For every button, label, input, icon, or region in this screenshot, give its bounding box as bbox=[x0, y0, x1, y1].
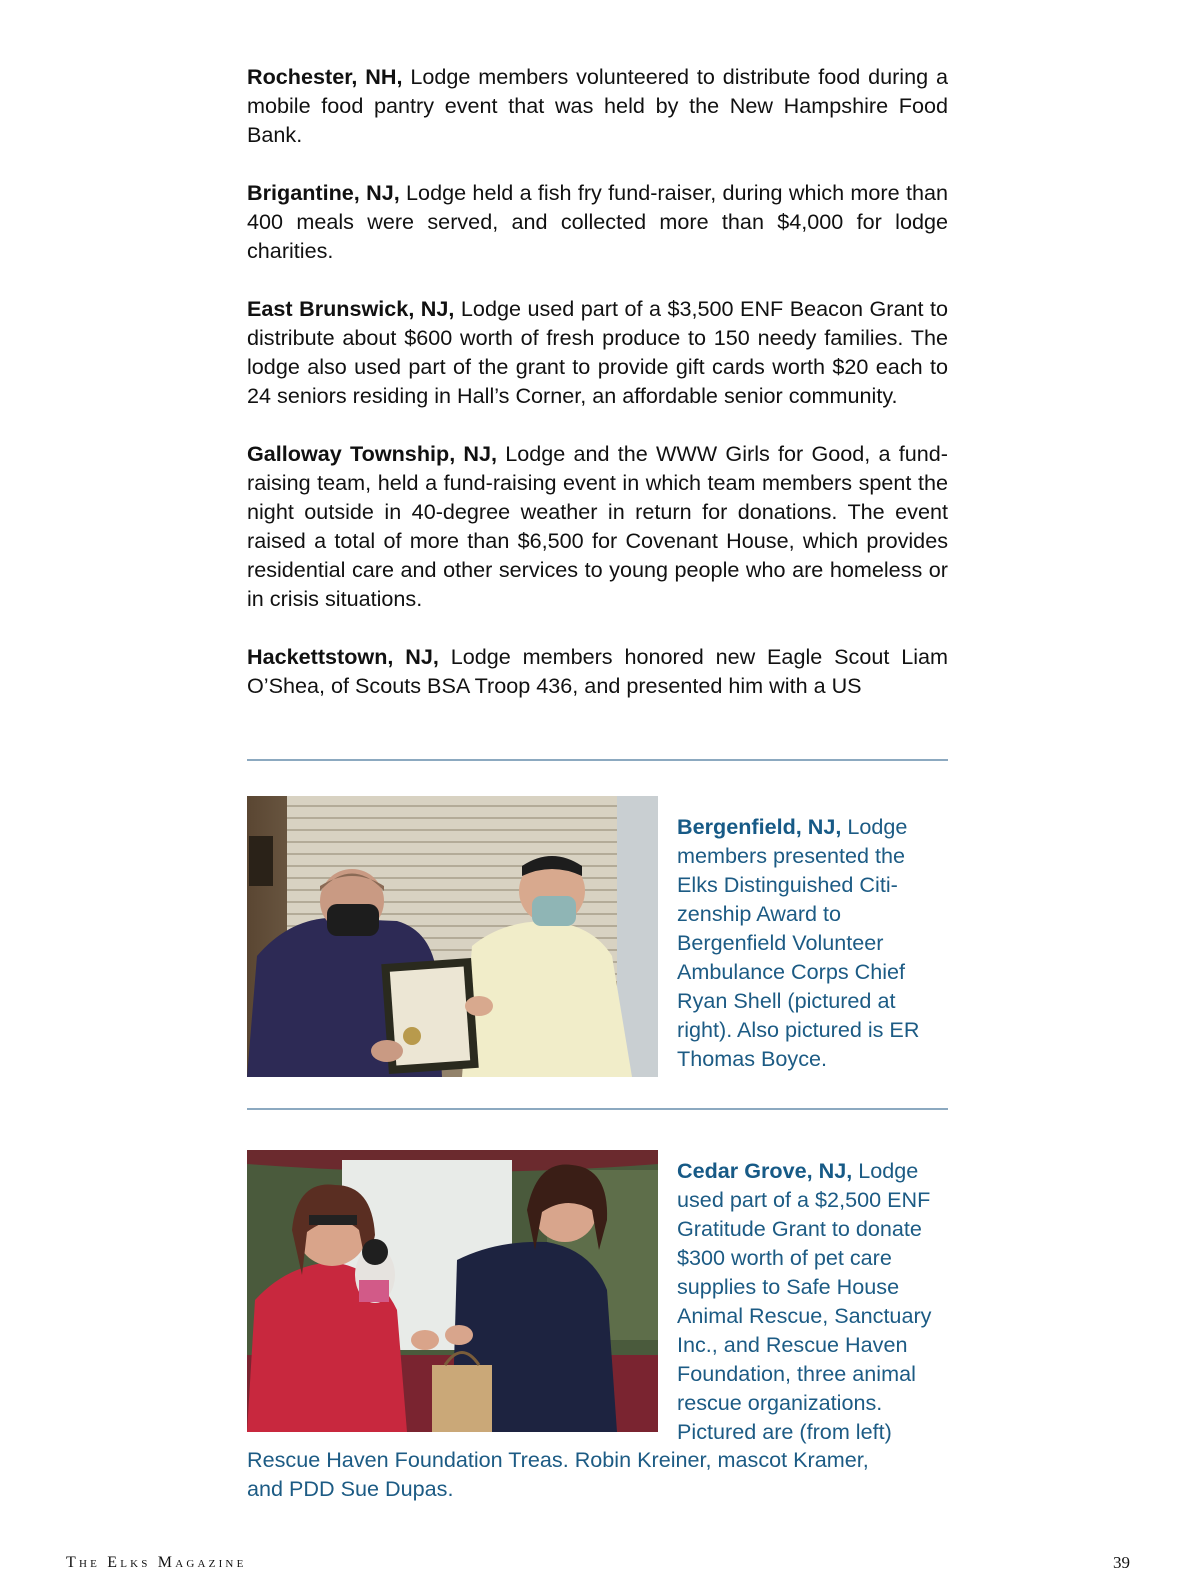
caption-line: Foundation, three animal bbox=[677, 1361, 916, 1386]
article-rochester bbox=[247, 62, 948, 149]
caption-line: Elks Distinguished Citi- bbox=[677, 872, 898, 897]
article-body: Lodge and the WWW Girls for Good, a fund-raising team, held a fund-raising event in which team members spent the night outside in 40-degree weather in return for donations. The event raised a total of more than $6,500 for Covenant House, which provides residential care and other services to young people who are homeless or in crisis situations. bbox=[247, 441, 948, 611]
caption-line: used part of a $2,500 ENF bbox=[677, 1187, 931, 1212]
caption-line: Thomas Boyce. bbox=[677, 1046, 828, 1071]
article-lead: East Brunswick, NJ, bbox=[247, 296, 455, 321]
page-number: 39 bbox=[1113, 1553, 1130, 1572]
caption-line: Rescue Haven Foundation Treas. Robin Kreiner, mascot Kramer, bbox=[247, 1447, 869, 1472]
caption-text: Lodge bbox=[841, 814, 908, 839]
article-column bbox=[247, 62, 948, 700]
article-lead: Galloway Township, NJ, bbox=[247, 441, 498, 466]
caption-line: $300 worth of pet care bbox=[677, 1245, 892, 1270]
article-body: Lodge held a fish fry fund-raiser, during which more than 400 meals were served, and collected more than $4,000 for lodge charities. bbox=[247, 180, 948, 263]
cedar-grove-caption-continued bbox=[247, 1445, 949, 1503]
cedar-grove-caption bbox=[677, 1156, 949, 1446]
article-lead: Brigantine, NJ, bbox=[247, 180, 400, 205]
caption-line: Ambulance Corps Chief bbox=[677, 959, 906, 984]
article-body: Lodge members honored new Eagle Scout Liam O’Shea, of Scouts BSA Troop 436, and presented him with a US bbox=[247, 644, 948, 698]
caption-line: Inc., and Rescue Haven bbox=[677, 1332, 908, 1357]
section-divider bbox=[247, 759, 948, 761]
article-body: Lodge used part of a $3,500 ENF Beacon Grant to distribute about $600 worth of fresh produce to 150 needy families. The lodge also used part of the grant to provide gift cards worth $20 each to 24 seniors residing in Hall’s Corner, an affordable senior community. bbox=[247, 296, 948, 408]
caption-text: Lodge bbox=[852, 1158, 919, 1183]
caption-line: Animal Rescue, Sanctuary bbox=[677, 1303, 932, 1328]
bergenfield-caption bbox=[677, 812, 947, 1073]
caption-line: Bergenfield Volunteer bbox=[677, 930, 884, 955]
caption-line: supplies to Safe House bbox=[677, 1274, 900, 1299]
caption-line: zenship Award to bbox=[677, 901, 842, 926]
article-east-brunswick bbox=[247, 294, 948, 410]
article-lead: Hackettstown, NJ, bbox=[247, 644, 439, 669]
bergenfield-photo bbox=[247, 796, 658, 1077]
section-divider bbox=[247, 1108, 948, 1110]
article-galloway-township bbox=[247, 439, 948, 613]
caption-line bbox=[677, 812, 947, 841]
article-lead: Rochester, NH, bbox=[247, 64, 403, 89]
article-hackettstown bbox=[247, 642, 948, 700]
magazine-name: The Elks Magazine bbox=[66, 1554, 247, 1571]
caption-line: Ryan Shell (pictured at bbox=[677, 988, 896, 1013]
caption-line: right). Also pictured is ER bbox=[677, 1017, 920, 1042]
caption-line bbox=[677, 1156, 949, 1185]
caption-line: members presented the bbox=[677, 843, 906, 868]
caption-lead: Cedar Grove, NJ, bbox=[677, 1158, 853, 1183]
caption-line: and PDD Sue Dupas. bbox=[247, 1476, 454, 1501]
caption-lead: Bergenfield, NJ, bbox=[677, 814, 842, 839]
article-brigantine bbox=[247, 178, 948, 265]
caption-line: Gratitude Grant to donate bbox=[677, 1216, 922, 1241]
article-body: Lodge members volunteered to distribute food during a mobile food pantry event that was held by the New Hampshire Food Bank. bbox=[247, 64, 949, 147]
caption-line: Pictured are (from left) bbox=[677, 1419, 892, 1444]
cedar-grove-photo bbox=[247, 1150, 658, 1432]
caption-line: rescue organizations. bbox=[677, 1390, 883, 1415]
